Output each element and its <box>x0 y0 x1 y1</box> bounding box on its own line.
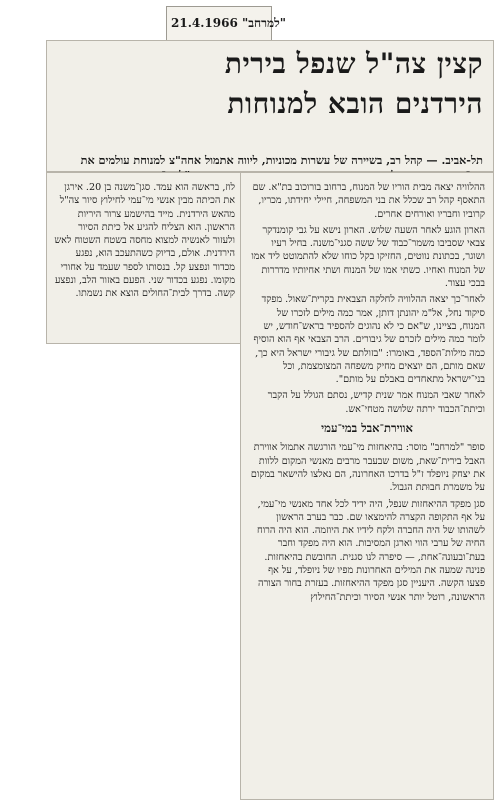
article-paragraph: סופר "למרחב" מוסר: בהיאחזות מי־עמי הורגשה אתמול אווירת האבל בירית־שאת, משום שבעבר מרבים מאנשי המקום ללוות את יצחק ניופלד ז"ל בדרכו האחרונה, הם נאלצו להישאר במקום על משמרת חבוּתת הגבול. <box>250 442 485 494</box>
left-column-text: לוז, בראשה הוא עמד. סגן־משנה בן 20. אירגן את הכיתה מבין אנשי מי־עמי לחילוץ סיור צה"ל מהאש הירדנית. מייד בהישמע צרור היריות הראשון. הוא הצליח להגיע אל כיתת הסיור ולעזור לאנשיה למצוא מחסה בשטח השטוח לאש הירדנית. אולם, בדיוק כשהתעכב הוא, נפגע מכדור ונפצע קל. בנסותו לספר שעמד על אחורי מקומו. נפגע בכדור שני. הפעם באזור הלב, ונפצע קשה. בדרך לבית־החולים הוצא את נשמתו. <box>54 182 235 300</box>
article-paragraph: לאחר שאבי המנוח אמר שנית קדיש, נסתם הגולל על הקבר וכיתת־הכבוד ירתה שלושה מטחי־אש. <box>267 390 485 415</box>
article-paragraph: ההלוויה יצאה מבית הוריו של המנוח, ברחוב בורוכוב בת"א. שם התאסף קהל רב שכלל את בני המשפחה, חיילי יחידתו, מכריו, קרוביו וחבריו ואורחים אחרים. <box>252 182 485 220</box>
section-subheading: אווירת־אבל במי־עמי <box>321 421 413 436</box>
lede-paragraph: תל-אביב. — קהל רב, בשיירה של עשרות מכוניות, ליווה אתמול אחה"צ למנוחת עולמים את <box>80 153 483 167</box>
headline-clipping <box>46 40 494 172</box>
headline-line-2: הירדנים הובא למנוחות <box>227 87 483 120</box>
left-column-clipping <box>46 172 242 344</box>
right-column-text <box>249 181 485 607</box>
article-paragraph: הארון הוגע לאחר השעה שלוש. הארון נישא על גבי קומנדקר צבאי שסביבו משמר־כבוד של ששה סגני־משנה. בחיל רעיו ושוגר, בכתונת נווטים, החזיקו בקל כוחו שלא להתמוטט ליד אמו של המנוח ואחיו. כשתי אמו של המנוח ושתי אחיותיו מדררות בבכי עצור. <box>251 224 485 290</box>
date-stamp-clipping <box>166 6 287 42</box>
article-paragraph: לאחר־כך יצאה ההלוויה לחלקה הצבאית בקרית־שאול. מפקד סיקוד נחל, אל"מ יהונתן דותן, אמר כמה מילים לזכרו של המנוח, בציינו, ש"אם כי לא נהוגים להספיד בראש־חודש, יש לומר כמה מילים לזכרם של גיבורים. הרב הצבאי אף הוא הוסיף כמה מילות־הספד, באומרו: "בזולתם של גיבורי ישראל היא כך, שאם מותם, הם יוצאים מחיק משפחה המצומצמת, וכל בני־ישראל מתאחדים באבלם על מותם". <box>253 294 485 386</box>
date-stamp-text: 21.4.1966 "למרחב" <box>171 16 287 30</box>
right-column-clipping <box>240 172 494 800</box>
headline-line-1: קצין צה"ל שנפל בירית <box>224 47 483 80</box>
article-paragraph: סגן מפקד ההיאחזות שנפל, היה ידיד לכל אחד מאנשי מי־עמי, על אף התקופה הקצרה להימצאו שם. כבר בערב הראשון לשהותו של היה החברה ולקח לידיו את היוזמה. הוא היה הרוח החיה של ערבי הווי וארגן המסיבות. הוא היה מפקד וחבר בעת־ובעונה־אחת, — סיפרה לנו סגנית. החובשת בהיאחזות. פנינה שמעה את המילים האחרונות מפיו של ניופלד, על אף פצעו הקשה. היעניין סגן מפקד ההיאחזות. בעזרת בחור הצורה הראשונה, רוטל יותר אנשי הסיור וכיתת־החילוץ <box>257 498 485 603</box>
